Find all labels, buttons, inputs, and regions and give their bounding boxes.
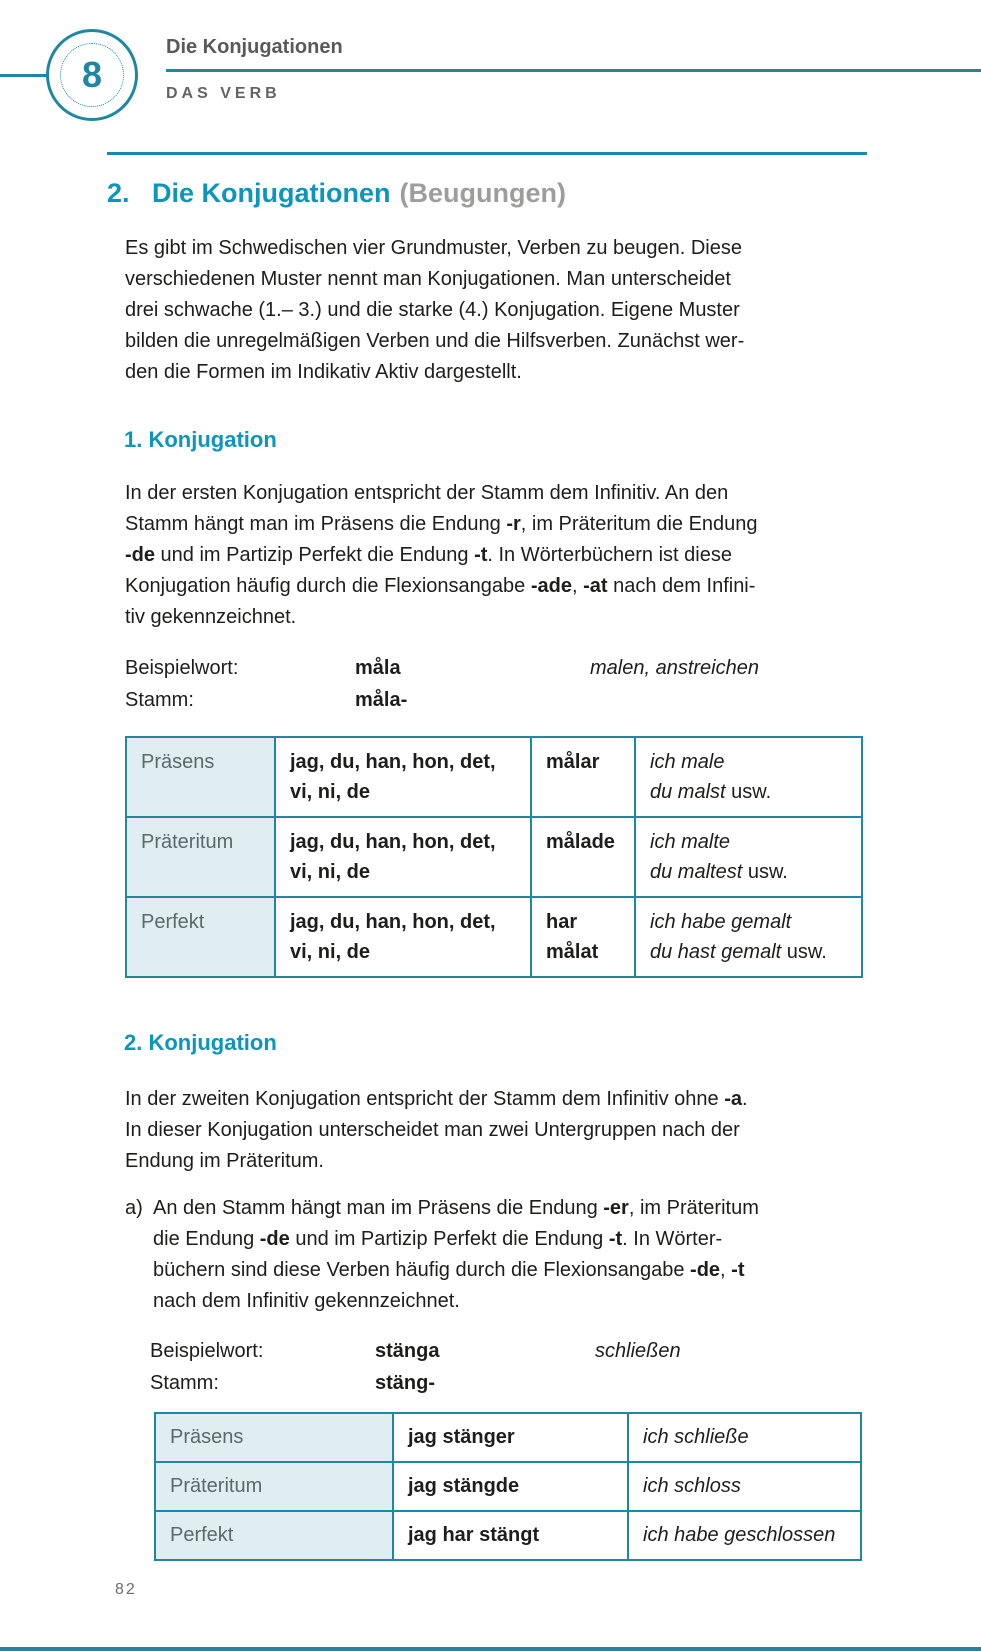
example-stem-row bbox=[150, 1367, 681, 1399]
translation-cell: ich habe gemalt du hast gemalt usw. bbox=[635, 897, 862, 977]
verb-form-cell: målade bbox=[531, 817, 635, 897]
example-word: stänga bbox=[375, 1340, 440, 1362]
list-item-a-marker: a) bbox=[125, 1197, 143, 1219]
page-number: 82 bbox=[115, 1581, 137, 1598]
chapter-number: 8 bbox=[81, 54, 103, 95]
section-2-heading: 2. Konjugation bbox=[124, 1030, 277, 1055]
example-word-row bbox=[125, 652, 759, 684]
table-row bbox=[126, 817, 862, 897]
example-word: måla bbox=[355, 657, 401, 679]
page-title-main: Die Konjugationen bbox=[152, 178, 391, 208]
example-stem-row bbox=[125, 684, 759, 716]
page-title bbox=[107, 178, 566, 209]
pronouns-cell: jag, du, han, hon, det, vi, ni, de bbox=[275, 737, 531, 817]
example-word-label: Beispielwort: bbox=[125, 657, 239, 679]
example-block-2 bbox=[150, 1335, 681, 1399]
example-word-label: Beispielwort: bbox=[150, 1340, 264, 1362]
example-stem-label: Stamm: bbox=[125, 689, 194, 711]
footer-bar bbox=[0, 1647, 981, 1651]
table-row bbox=[155, 1462, 861, 1511]
table-row bbox=[155, 1511, 861, 1560]
example-translation: schließen bbox=[595, 1340, 681, 1362]
tense-label-cell: Perfekt bbox=[155, 1511, 393, 1560]
section-1-paragraph: In der ersten Konjugation entspricht der Stamm dem Infinitiv. An den Stamm hängt man im Präsens die Endung -r, im Präteritum die Endung -de und im Partizip Perfekt die Endung -t. In Wörterbüchern ist diese Konjugation häufig durch die Flexionsangabe -ade, -at nach dem Infini- tiv gekennzeichnet. bbox=[125, 482, 758, 628]
verb-form-cell: jag stängde bbox=[393, 1462, 628, 1511]
tense-label-cell: Präsens bbox=[155, 1413, 393, 1462]
example-stem-label: Stamm: bbox=[150, 1372, 219, 1394]
conjugation-table-1 bbox=[125, 736, 863, 978]
translation-cell: ich malte du maltest usw. bbox=[635, 817, 862, 897]
pronouns-cell: jag, du, han, hon, det, vi, ni, de bbox=[275, 817, 531, 897]
chapter-badge bbox=[46, 29, 138, 121]
running-header-subtitle: DAS VERB bbox=[166, 85, 281, 102]
running-header-title: Die Konjugationen bbox=[166, 36, 343, 58]
pronouns-cell: jag, du, han, hon, det, vi, ni, de bbox=[275, 897, 531, 977]
tense-label-cell: Präsens bbox=[126, 737, 275, 817]
table-row bbox=[155, 1413, 861, 1462]
table-row bbox=[126, 737, 862, 817]
translation-cell: ich schließe bbox=[628, 1413, 861, 1462]
page-title-suffix: (Beugungen) bbox=[399, 178, 566, 208]
example-stem: måla- bbox=[355, 689, 408, 711]
verb-form-cell: målar bbox=[531, 737, 635, 817]
tense-label-cell: Präteritum bbox=[155, 1462, 393, 1511]
title-rule bbox=[107, 152, 867, 155]
example-translation: malen, anstreichen bbox=[590, 657, 759, 679]
translation-cell: ich male du malst usw. bbox=[635, 737, 862, 817]
chapter-connector-line bbox=[0, 74, 47, 77]
page-title-number: 2. bbox=[107, 178, 130, 208]
list-item-a bbox=[125, 1193, 759, 1317]
verb-form-cell: har målat bbox=[531, 897, 635, 977]
verb-form-cell: jag stänger bbox=[393, 1413, 628, 1462]
translation-cell: ich schloss bbox=[628, 1462, 861, 1511]
list-item-a-text: An den Stamm hängt man im Präsens die Endung -er, im Präteritum die Endung -de und im Partizip Perfekt die Endung -t. In Wörter- büchern sind diese Verben häufig durch die Flexionsangabe -de, -t nach dem Infinitiv gekennzeichnet. bbox=[153, 1197, 759, 1312]
tense-label-cell: Präteritum bbox=[126, 817, 275, 897]
conjugation-table-2 bbox=[154, 1412, 862, 1561]
section-2-paragraph: In der zweiten Konjugation entspricht der Stamm dem Infinitiv ohne -a. In dieser Konjugation unterscheidet man zwei Untergruppen nach der Endung im Präteritum. bbox=[125, 1088, 748, 1172]
table-row bbox=[126, 897, 862, 977]
example-stem: stäng- bbox=[375, 1372, 435, 1394]
example-word-row bbox=[150, 1335, 681, 1367]
translation-cell: ich habe geschlossen bbox=[628, 1511, 861, 1560]
tense-label-cell: Perfekt bbox=[126, 897, 275, 977]
example-block-1 bbox=[125, 652, 759, 716]
section-1-heading: 1. Konjugation bbox=[124, 427, 277, 452]
chapter-badge-inner-circle bbox=[60, 43, 124, 107]
header-underline bbox=[166, 69, 981, 72]
intro-paragraph: Es gibt im Schwedischen vier Grundmuster, Verben zu beugen. Diese verschiedenen Muster nennt man Konjugationen. Man unterscheidet drei schwache (1.– 3.) und die starke (4.) Konjugation. Eigene Muster bilden die unregelmäßigen Verben und die Hilfsverben. Zunächst wer- den die Formen im Indikativ Aktiv dargestellt. bbox=[125, 237, 745, 383]
verb-form-cell: jag har stängt bbox=[393, 1511, 628, 1560]
